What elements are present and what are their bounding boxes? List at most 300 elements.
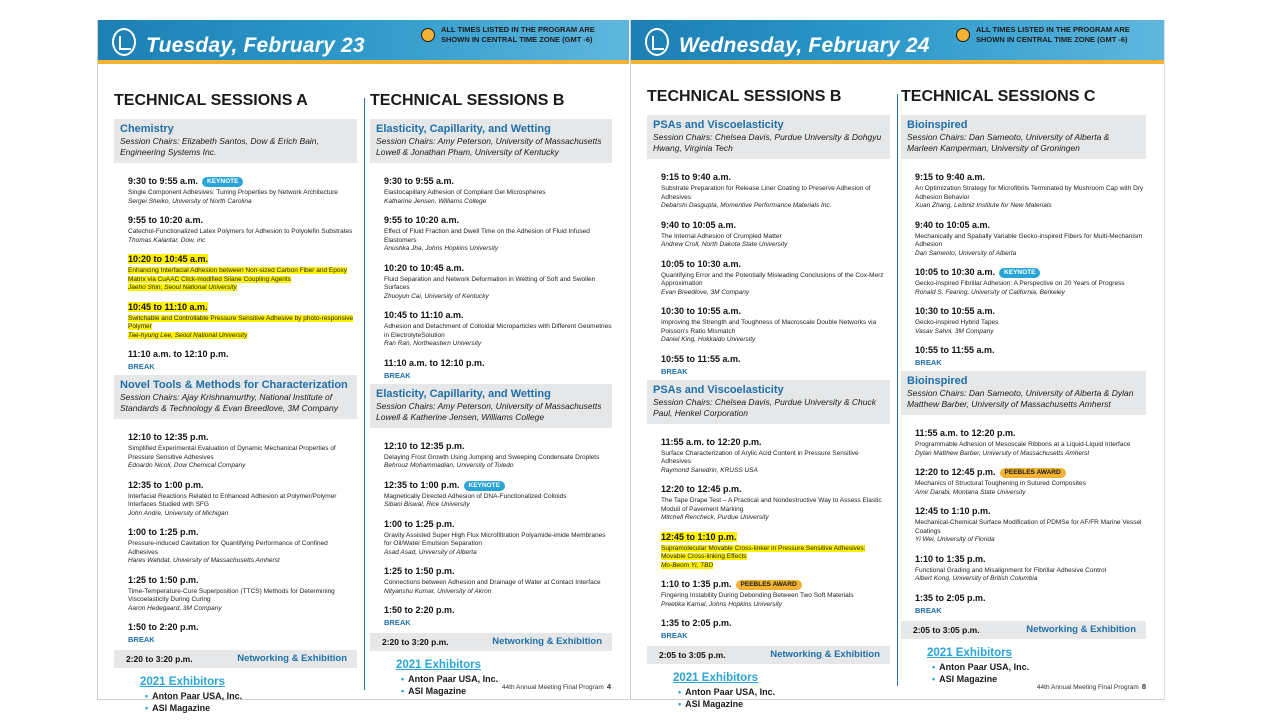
- session-name: Bioinspired: [907, 375, 968, 387]
- talk-title-text: Fluid Separation and Network Deformation in Wetting of Soft and Swollen Surfaces: [384, 275, 596, 291]
- talk-time: 10:30 to 10:55 a.m.: [661, 306, 742, 316]
- talk-author: [128, 198, 357, 207]
- session-chairs: Session Chairs: Dan Sameoto, University of Alberta & Dylan Matthew Barber, University of Massachusetts Amherst: [907, 388, 1134, 409]
- talk-title: [915, 519, 1146, 536]
- talk-item: [647, 479, 890, 523]
- break-slot: [647, 349, 890, 376]
- talk-time: 12:45 to 1:10 p.m.: [915, 506, 991, 516]
- session-header: [647, 380, 890, 424]
- talk-title: [128, 588, 357, 605]
- talk-time: 11:55 a.m. to 12:20 p.m.: [661, 436, 762, 447]
- talk-author: [384, 462, 612, 471]
- talk-title: [128, 267, 357, 284]
- keynote-badge: KEYNOTE: [464, 481, 505, 491]
- break-label: BREAK: [128, 362, 155, 371]
- society-logo-icon: [112, 28, 136, 56]
- talk-author: [384, 245, 612, 254]
- talk-title-text: Functional Grading and Misalignment for Fibrillar Adhesive Control: [915, 566, 1107, 574]
- talk-author-text: Yi Wei, University of Florida: [915, 536, 995, 543]
- talk-time-row: [661, 349, 890, 367]
- talk-item: [114, 427, 357, 471]
- talk-time: 1:00 to 1:25 p.m.: [128, 527, 199, 537]
- day-title: Wednesday, February 24: [679, 34, 930, 57]
- peebles-award-badge: PEEBLES AWARD: [736, 580, 802, 590]
- talk-author-text: Mo-Beom Yi, TBD: [661, 561, 714, 569]
- talk-time: 9:55 to 10:20 a.m.: [384, 215, 460, 225]
- talk-title-text: Mechanically and Spatially Variable Gecko-inspired Fibers for Multi-Mechanism Adhesion: [915, 232, 1143, 248]
- exhibitor-item: [140, 702, 357, 714]
- break-slot: [114, 344, 357, 371]
- talk-author: [661, 289, 890, 298]
- bullet-icon: •: [678, 687, 682, 697]
- session-header: [901, 371, 1146, 415]
- talk-author-text: Albert Kong, University of British Columbia: [915, 575, 1038, 582]
- talk-author: [915, 202, 1146, 211]
- sessions-column: [901, 88, 1146, 685]
- talk-author-text: Dan Sameoto, University of Alberta: [915, 249, 1017, 257]
- sessions-column: [370, 92, 612, 697]
- talk-item: [114, 475, 357, 519]
- talk-item: [114, 570, 357, 614]
- talk-title-text: Supramolecular Movable Cross-linker in Pressure Sensitive Adhesives: Movable Cross-linking Effects: [661, 544, 866, 560]
- talk-title: [384, 189, 612, 198]
- networking-label: Networking & Exhibition: [770, 649, 880, 660]
- talk-author: [128, 605, 357, 614]
- break-slot: [901, 588, 1146, 615]
- sessions-column: [647, 88, 890, 710]
- exhibitors-link[interactable]: 2021 Exhibitors: [396, 659, 482, 671]
- talk-item: [901, 262, 1146, 297]
- talk-author-text: Edoardo Nicoli, Dow Chemical Company: [128, 462, 246, 469]
- talk-title-text: Enhancing Interfacial Adhesion between Non-sized Carbon Fiber and Epoxy Matrix via CuAAC Click-modified Silane Coupling Agents: [128, 267, 347, 283]
- talk-time: 10:05 to 10:30 a.m.: [915, 267, 996, 277]
- talk-item: [114, 171, 357, 206]
- talk-time: 10:20 to 10:45 a.m.: [128, 254, 209, 264]
- talk-item: [114, 249, 357, 293]
- talk-title: [128, 445, 357, 462]
- networking-label: Networking & Exhibition: [237, 653, 347, 664]
- talk-time-row: [384, 561, 612, 579]
- talk-item: [901, 301, 1146, 336]
- talk-title-text: Mechanics of Structural Toughening in Sutured Composites: [915, 480, 1086, 487]
- session-header: [647, 115, 890, 159]
- talk-item: [370, 514, 612, 558]
- column-divider: [897, 94, 898, 686]
- talk-item: [647, 574, 890, 609]
- session-name: Bioinspired: [907, 119, 968, 131]
- talk-time-row: [128, 344, 357, 362]
- talk-item: [370, 561, 612, 596]
- bullet-icon: •: [932, 673, 936, 684]
- footer-text: 44th Annual Meeting Final Program: [1036, 684, 1139, 691]
- talk-time-row: [384, 258, 612, 276]
- talk-item: [647, 254, 890, 298]
- talk-author: [384, 501, 612, 510]
- talk-time: 10:55 to 11:55 a.m.: [915, 345, 995, 355]
- talk-author: [128, 557, 357, 566]
- talk-title-text: Fingering Instability During Debonding Between Two Soft Materials: [661, 592, 854, 599]
- talk-time: 11:10 a.m. to 12:10 p.m.: [384, 357, 485, 368]
- talk-author: [661, 467, 890, 476]
- talk-title-text: Magnetically Directed Adhesion of DNA-Functionalized Colloids: [384, 492, 567, 500]
- talk-time-row: [128, 297, 357, 315]
- talk-time-row: [384, 353, 612, 371]
- talk-author-text: Daniel King, Hokkaido University: [661, 336, 756, 343]
- networking-time: 2:20 to 3:20 p.m.: [126, 654, 193, 664]
- talk-time-row: [661, 613, 890, 631]
- talk-time: 12:20 to 12:45 p.m.: [661, 484, 742, 494]
- talk-author: [128, 284, 357, 293]
- day-title: Tuesday, February 23: [146, 34, 365, 57]
- talk-item: [901, 549, 1146, 584]
- talk-author-text: Mitchell Rencheck, Purdue University: [661, 514, 769, 521]
- talk-author: [384, 293, 612, 302]
- talk-author: [915, 536, 1146, 545]
- talk-time: 10:30 to 10:55 a.m.: [915, 306, 996, 316]
- talk-item: [370, 258, 612, 302]
- talk-time: 1:25 to 1:50 p.m.: [128, 574, 199, 585]
- talk-author: [128, 510, 357, 519]
- talk-title: [384, 276, 612, 293]
- bullet-icon: •: [932, 661, 936, 672]
- break-slot: [901, 340, 1146, 367]
- talk-time: 9:40 to 10:05 a.m.: [661, 219, 737, 230]
- talk-item: [901, 215, 1146, 259]
- break-label: BREAK: [915, 605, 942, 615]
- talk-title: [661, 233, 890, 242]
- talk-time: 1:50 to 2:20 p.m.: [128, 622, 199, 632]
- talk-item: [370, 475, 612, 510]
- talk-author: [384, 340, 612, 349]
- talk-time-row: [384, 436, 612, 454]
- talk-time-row: [915, 301, 1146, 319]
- talk-title-text: Simplified Experimental Evaluation of Dynamic Mechanical Properties of Pressure Sensitive Adhesives: [128, 445, 336, 461]
- talk-title: [384, 579, 612, 588]
- exhibitor-name: Anton Paar USA, Inc.: [685, 687, 776, 697]
- talk-item: [647, 301, 890, 345]
- talk-title-text: Gecko-inspired Fibrillar Adhesion: A Perspective on 20 Years of Progress: [915, 280, 1125, 287]
- talk-title-text: The Tape Drape Test – A Practical and Nondestructive Way to Assess Elastic Moduli of Pavement Marking: [661, 497, 882, 513]
- exhibitors-link[interactable]: 2021 Exhibitors: [673, 672, 759, 684]
- talk-time: 1:25 to 1:50 p.m.: [384, 566, 455, 576]
- exhibitors-link[interactable]: 2021 Exhibitors: [140, 676, 226, 688]
- networking-bar: [901, 621, 1146, 639]
- timezone-notice-line: ALL TIMES LISTED IN THE PROGRAM ARE: [441, 25, 595, 34]
- talk-author: [915, 450, 1146, 459]
- talk-time: 12:35 to 1:00 p.m.: [384, 479, 460, 490]
- talk-author: [661, 562, 890, 571]
- talk-author-text: Aaron Hedegaard, 3M Company: [128, 604, 222, 612]
- talk-title-text: Surface Characterization of Arylic Acid Content in Pressure Sensitive Adhesives: [661, 449, 859, 465]
- talk-author-text: Sibani Biswal, Rice University: [384, 501, 470, 508]
- talk-title-text: Delaying Frost Growth Using Jumping and Sweeping Condensate Droplets: [384, 453, 600, 461]
- talk-time: 12:10 to 12:35 p.m.: [384, 440, 465, 451]
- talk-time-row: [128, 427, 357, 445]
- exhibitor-name: ASI Magazine: [685, 699, 744, 709]
- session-header: [114, 119, 357, 163]
- talk-time: 9:15 to 9:40 a.m.: [915, 172, 986, 182]
- talk-time-row: [384, 305, 612, 323]
- talk-author: [915, 575, 1146, 584]
- talk-title: [915, 319, 1146, 328]
- talk-title: [661, 450, 890, 467]
- networking-time: 2:20 to 3:20 p.m.: [382, 637, 449, 647]
- session-name: PSAs and Viscoelasticity: [653, 119, 784, 131]
- talk-title: [661, 272, 890, 289]
- session-chairs: Session Chairs: Chelsea Davis, Purdue University & Dohgyu Hwang, Virginia Tech: [653, 132, 882, 153]
- talk-time-row: [128, 210, 357, 228]
- talk-time: 1:35 to 2:05 p.m.: [915, 592, 986, 603]
- talk-author-text: Sergei Sheiko, University of North Carolina: [128, 197, 252, 205]
- talk-item: [647, 527, 890, 571]
- session-chairs: Session Chairs: Amy Peterson, University of Massachusetts Lowell & Jonathan Pham, University of Kentucky: [376, 136, 602, 157]
- bullet-icon: •: [145, 703, 149, 713]
- break-label: BREAK: [661, 366, 688, 376]
- talk-item: [370, 171, 612, 206]
- talk-time-row: [384, 210, 612, 228]
- talk-item: [901, 167, 1146, 211]
- talk-title: [128, 540, 357, 557]
- talk-title-text: Quantifying Error and the Potentially Misleading Conclusions of the Cox-Merz Approximation: [661, 271, 884, 287]
- session-header: [370, 119, 612, 163]
- talk-author: [661, 514, 890, 523]
- talk-title: [128, 228, 357, 237]
- talk-time: 9:55 to 10:20 a.m.: [128, 215, 204, 225]
- talk-time-row: [128, 249, 357, 267]
- talk-time: 1:35 to 2:05 p.m.: [661, 618, 732, 628]
- talk-author: [128, 332, 357, 341]
- session-name: Elasticity, Capillarity, and Wetting: [376, 123, 551, 135]
- exhibitor-item: [673, 698, 890, 710]
- talk-title-text: An Optimization Strategy for Microfibrils Terminated by Mushroom Cap with Dry Adhesion Behavior: [915, 185, 1144, 201]
- bullet-icon: •: [145, 691, 149, 701]
- page-number: 8: [1141, 682, 1146, 691]
- talk-title-text: Substrate Preparation for Release Liner Coating to Preserve Adhesion of Adhesives: [661, 185, 871, 201]
- break-slot: [114, 617, 357, 644]
- exhibitors-block: [370, 659, 612, 697]
- talk-item: [901, 423, 1146, 458]
- talk-author-text: John Andre, University of Michigan: [128, 509, 229, 517]
- session-header: [370, 384, 612, 428]
- break-label: BREAK: [915, 358, 942, 367]
- session-header: [114, 375, 357, 419]
- globe-icon: [956, 28, 970, 42]
- talk-item: [370, 305, 612, 349]
- session-name: PSAs and Viscoelasticity: [653, 383, 784, 396]
- column-heading: TECHNICAL SESSIONS A: [114, 92, 308, 109]
- talk-time: 1:10 to 1:35 p.m.: [661, 579, 732, 589]
- talk-title: [661, 497, 890, 514]
- talk-time: 1:10 to 1:35 p.m.: [915, 553, 986, 564]
- talk-item: [114, 210, 357, 245]
- talk-title: [661, 592, 890, 601]
- break-slot: [370, 600, 612, 627]
- timezone-notice-line: SHOWN IN CENTRAL TIME ZONE (GMT -6): [976, 35, 1128, 44]
- talk-time-row: [661, 479, 890, 497]
- session-name: Chemistry: [120, 123, 174, 135]
- exhibitors-link[interactable]: 2021 Exhibitors: [927, 646, 1013, 659]
- page-footer: [502, 682, 611, 691]
- session-chairs: Session Chairs: Amy Peterson, University of Massachusetts Lowell & Katherine Jensen, Williams College: [376, 400, 602, 422]
- talk-title: [128, 189, 357, 198]
- talk-time: 10:05 to 10:30 a.m.: [661, 258, 742, 269]
- networking-label: Networking & Exhibition: [1026, 623, 1136, 635]
- talk-time-row: [128, 475, 357, 493]
- globe-icon: [421, 28, 435, 42]
- talk-item: [370, 210, 612, 254]
- session-name: Elasticity, Capillarity, and Wetting: [376, 387, 551, 400]
- talk-title: [915, 567, 1146, 576]
- bullet-icon: •: [401, 686, 405, 696]
- talk-title-text: Catechol-Functionalized Latex Polymers for Adhesion to Polyolefin Substrates: [128, 228, 353, 235]
- talk-title: [661, 319, 890, 336]
- talk-title: [915, 480, 1146, 489]
- talk-author: [915, 328, 1146, 337]
- footer-text: 44th Annual Meeting Final Program: [501, 684, 604, 691]
- timezone-notice: [976, 25, 1156, 45]
- talk-title-text: Time-Temperature-Cure Superposition (TTCS) Methods for Determining Viscoelasticity During Curing: [128, 587, 335, 603]
- exhibitor-name: ASI Magazine: [939, 673, 998, 684]
- talk-time: 10:45 to 11:10 a.m.: [384, 310, 464, 320]
- session-chairs: Session Chairs: Dan Sameoto, University of Alberta & Marleen Kamperman, University of Groningen: [907, 132, 1110, 153]
- talk-author: [661, 202, 890, 211]
- talk-author-text: Andrew Croll, North Dakota State University: [661, 241, 788, 248]
- exhibitors-block: [901, 647, 1146, 685]
- peebles-award-badge: PEEBLES AWARD: [1000, 468, 1066, 478]
- exhibitor-name: Anton Paar USA, Inc.: [408, 674, 499, 684]
- talk-author: [384, 588, 612, 597]
- talk-author-text: Ran Ran, Northeastern University: [384, 340, 482, 347]
- talk-time-row: [915, 340, 1146, 358]
- talk-title-text: Single Component Adhesives: Tuning Properties by Network Architecture: [128, 189, 338, 196]
- talk-time-row: [915, 215, 1146, 233]
- keynote-badge: KEYNOTE: [202, 177, 243, 187]
- talk-time-row: [661, 574, 890, 592]
- talk-author: [661, 336, 890, 345]
- talk-author: [661, 241, 890, 250]
- talk-item: [901, 462, 1146, 497]
- bullet-icon: •: [401, 674, 405, 684]
- talk-time: 9:15 to 9:40 a.m.: [661, 172, 732, 182]
- column-heading: TECHNICAL SESSIONS B: [370, 92, 565, 109]
- talk-time-row: [661, 527, 890, 545]
- talk-time-row: [661, 432, 890, 450]
- talk-time: 10:20 to 10:45 a.m.: [384, 262, 465, 273]
- talk-author: [384, 198, 612, 207]
- exhibitors-block: [114, 676, 357, 714]
- talk-time: 1:00 to 1:25 p.m.: [384, 518, 455, 529]
- talk-title-text: Pressure-induced Cavitation for Quantifying Performance of Confined Adhesives: [128, 540, 328, 556]
- talk-author: [384, 549, 612, 558]
- talk-title-text: Interfacial Reactions Related to Enhanced Adhesion at Polymer/Polymer Interfaces Studied with SFG: [128, 492, 337, 508]
- talk-time: 12:35 to 1:00 p.m.: [128, 479, 204, 490]
- talk-time-row: [128, 522, 357, 540]
- talk-author-text: Katharine Jensen, Williams College: [384, 197, 487, 205]
- talk-time: 11:10 a.m. to 12:10 p.m.: [128, 349, 229, 359]
- talk-time-row: [915, 167, 1146, 185]
- talk-title: [915, 233, 1146, 250]
- talk-title-text: Elastocapillary Adhesion of Compliant Gel Microspheres: [384, 189, 546, 196]
- talk-item: [370, 436, 612, 471]
- talk-time: 12:10 to 12:35 p.m.: [128, 432, 209, 442]
- networking-bar: [647, 646, 890, 664]
- talk-time-row: [915, 423, 1146, 441]
- talk-time-row: [661, 301, 890, 319]
- timezone-notice-line: SHOWN IN CENTRAL TIME ZONE (GMT -6): [441, 35, 593, 44]
- session-name: Novel Tools & Methods for Characterization: [120, 379, 348, 391]
- talk-author-text: Xuan Zhang, Leibniz Institute for New Materials: [915, 202, 1052, 209]
- talk-title: [384, 493, 612, 502]
- talk-title: [384, 454, 612, 463]
- talk-item: [647, 215, 890, 250]
- day-banner: [98, 20, 629, 64]
- exhibitor-item: [673, 686, 890, 698]
- talk-item: [901, 501, 1146, 545]
- talk-author-text: Evan Breedlove, 3M Company: [661, 288, 750, 296]
- talk-title: [128, 493, 357, 510]
- exhibitor-name: ASI Magazine: [408, 686, 467, 696]
- exhibitor-item: [140, 690, 357, 702]
- talk-time: 10:55 to 11:55 a.m.: [661, 353, 741, 364]
- session-header: [901, 115, 1146, 159]
- talk-time-row: [384, 171, 612, 189]
- networking-time: 2:05 to 3:05 p.m.: [913, 624, 980, 635]
- talk-time: 10:45 to 11:10 a.m.: [128, 301, 208, 312]
- talk-time-row: [915, 262, 1146, 280]
- talk-title: [915, 280, 1146, 289]
- keynote-badge: KEYNOTE: [999, 268, 1040, 278]
- session-chairs: Session Chairs: Chelsea Davis, Purdue University & Chuck Paul, Henkel Corporation: [653, 396, 876, 418]
- break-slot: [370, 353, 612, 380]
- column-heading: TECHNICAL SESSIONS B: [647, 88, 842, 105]
- talk-title-text: Connections between Adhesion and Drainage of Water at Contact Interface: [384, 579, 601, 586]
- talk-author-text: Vasav Sahni, 3M Company: [915, 327, 994, 335]
- break-slot: [647, 613, 890, 640]
- talk-author-text: Nityanshu Kumar, University of Akron: [384, 587, 492, 595]
- talk-author-text: Jaeho Shin, Seoul National University: [128, 284, 237, 291]
- networking-bar: [114, 650, 357, 668]
- talk-time: 9:30 to 9:55 a.m.: [128, 176, 199, 186]
- program-page-right: [630, 20, 1165, 709]
- program-page-left: [97, 20, 629, 713]
- talk-item: [647, 167, 890, 211]
- talk-author-text: Behrouz Mohammadian, University of Toledo: [384, 462, 514, 469]
- day-banner: [631, 20, 1164, 64]
- talk-author-text: Thomas Kalantar, Dow, inc: [128, 236, 206, 244]
- timezone-notice: [441, 25, 621, 45]
- talk-title: [661, 185, 890, 202]
- talk-time-row: [384, 514, 612, 532]
- talk-title: [915, 441, 1146, 450]
- break-label: BREAK: [128, 635, 155, 644]
- talk-title: [384, 323, 612, 340]
- talk-title: [384, 228, 612, 245]
- society-logo-icon: [645, 28, 669, 56]
- talk-time: 12:20 to 12:45 p.m.: [915, 467, 996, 477]
- talk-item: [114, 297, 357, 341]
- column-divider: [364, 98, 365, 690]
- talk-author-text: Ronald S. Fearing, University of California, Berkeley: [915, 288, 1065, 296]
- talk-author: [128, 462, 357, 471]
- timezone-notice-line: ALL TIMES LISTED IN THE PROGRAM ARE: [976, 25, 1130, 34]
- talk-time: 9:30 to 9:55 a.m.: [384, 176, 455, 186]
- talk-time-row: [915, 588, 1146, 606]
- talk-title-text: Gecko-inspired Hybrid Tapes: [915, 319, 999, 326]
- talk-title-text: Adhesion and Detachment of Colloidal Microparticles with Different Geometries in ElectrolyteSolution: [384, 323, 612, 339]
- talk-item: [114, 522, 357, 566]
- talk-author-text: Asad Asad, University of Alberta: [384, 548, 477, 556]
- talk-title-text: Improving the Strength and Toughness of Macroscale Double Networks via Poisson's Ratio Mismatch: [661, 319, 877, 335]
